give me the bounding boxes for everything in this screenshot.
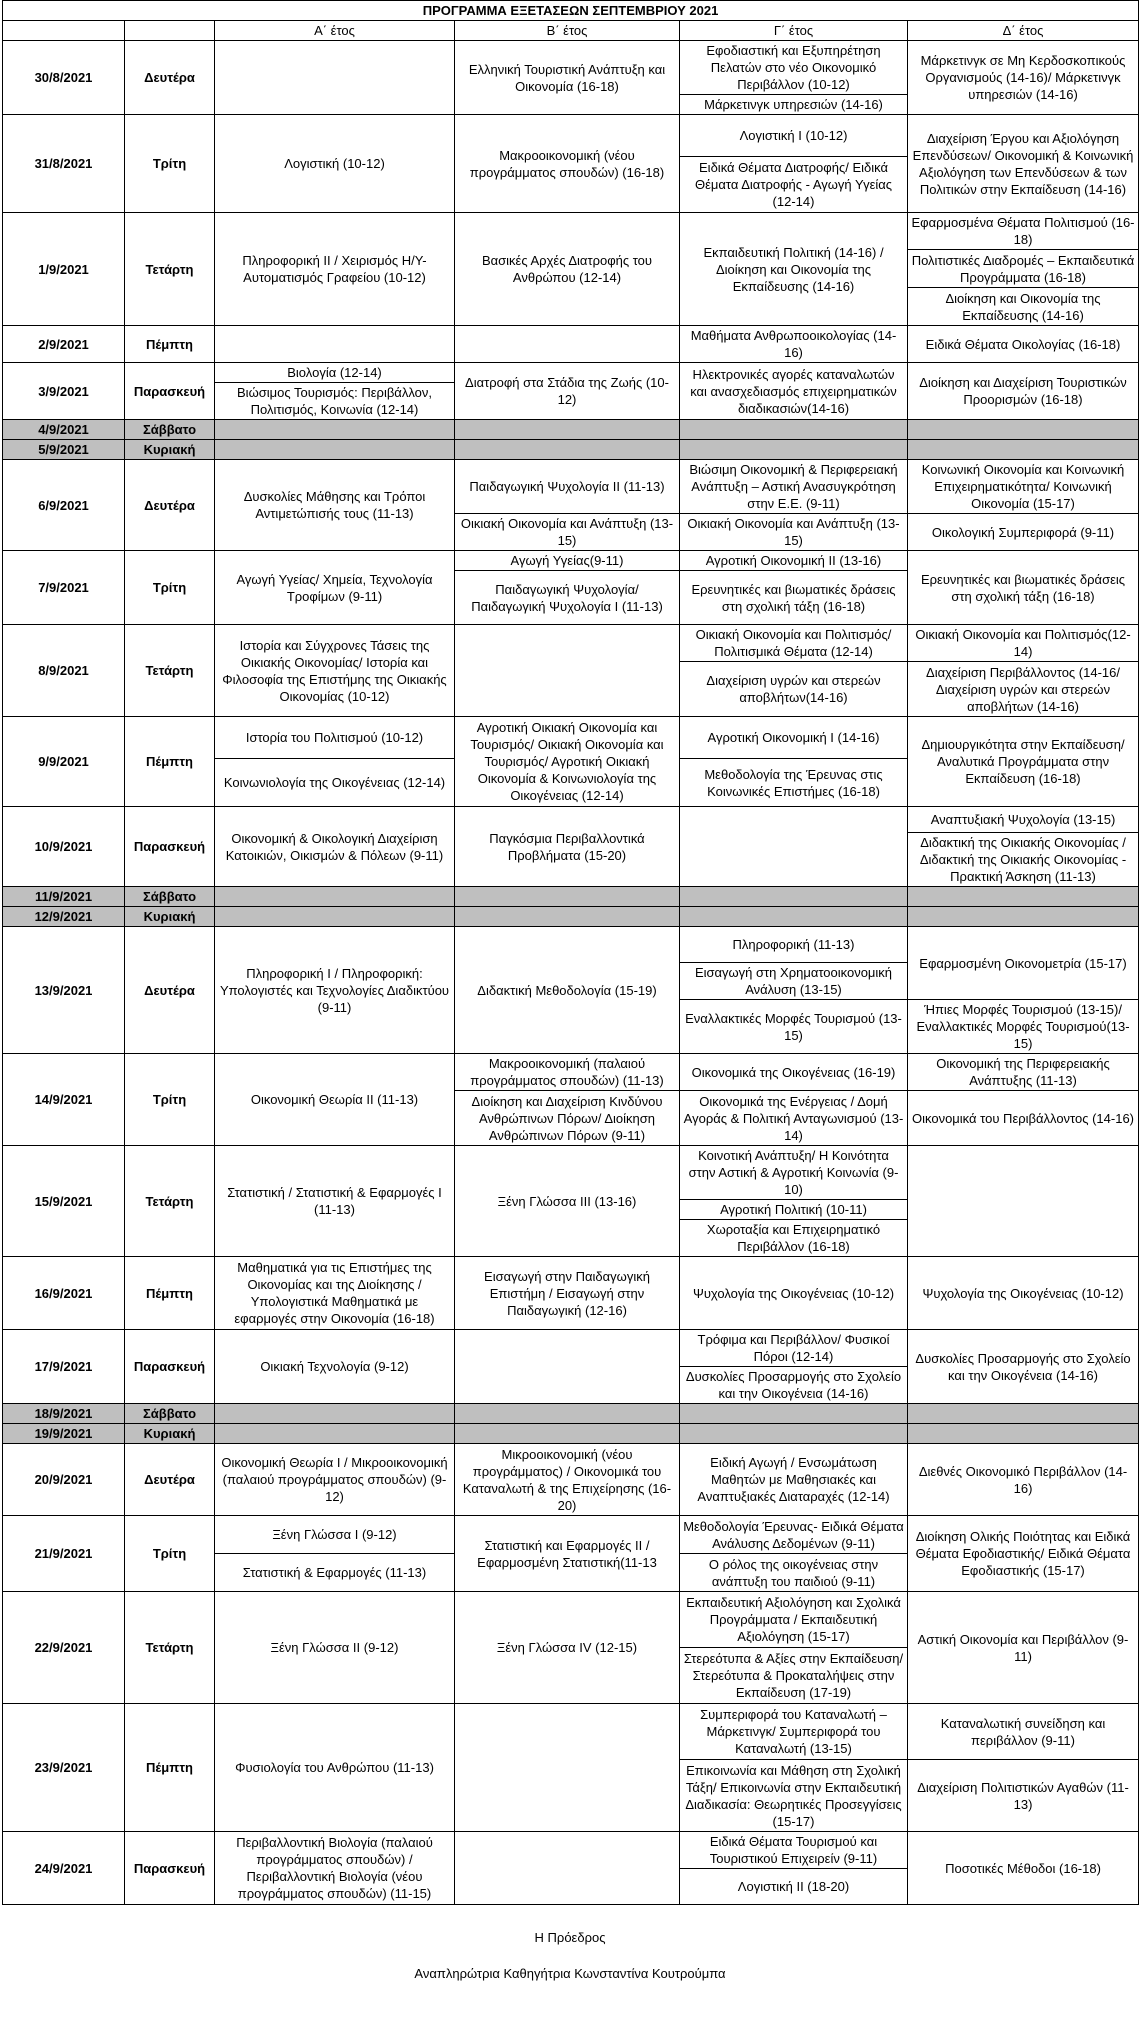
exam-cell-c: Αγροτική Πολιτική (10-11) (680, 1200, 908, 1220)
day-cell: Παρασκευή (125, 363, 215, 420)
exam-cell-a: Περιβαλλοντική Βιολογία (παλαιού προγράμματος σπουδών) /Περιβαλλοντική Βιολογία (νέου προγράμματος σπουδών) (11-15) (215, 1832, 455, 1905)
empty-cell (215, 1404, 455, 1424)
exam-cell-b (455, 1330, 680, 1404)
exam-cell-d: Ήπιες Μορφές Τουρισμού (13-15)/ Εναλλακτικές Μορφές Τουρισμού(13-15) (908, 1000, 1139, 1054)
exam-cell-d: Ποσοτικές Μέθοδοι (16-18) (908, 1832, 1139, 1905)
table-row (3, 551, 1139, 571)
day-cell: Τρίτη (125, 1516, 215, 1592)
day-cell: Παρασκευή (125, 1832, 215, 1905)
exam-cell-d: Διεθνές Οικονομικό Περιβάλλον (14-16) (908, 1444, 1139, 1516)
date-cell: 20/9/2021 (3, 1444, 125, 1516)
exam-cell-c: Εισαγωγή στη Χρηματοοικονομική Ανάλυση (13-15) (680, 963, 908, 1000)
exam-cell-a: Δυσκολίες Μάθησης και Τρόποι Αντιμετώπισής τους (11-13) (215, 460, 455, 551)
exam-cell-a: Ιστορία και Σύγχρονες Τάσεις της Οικιακής Οικονομίας/ Ιστορία και Φιλοσοφία της Επιστήμης της Οικιακής Οικονομίας (10-12) (215, 625, 455, 717)
exam-cell-a: Ξένη Γλώσσα ΙΙ (9-12) (215, 1592, 455, 1704)
day-cell: Κυριακή (125, 907, 215, 927)
exam-cell-c: Εφοδιαστική και Εξυπηρέτηση Πελατών στο νέο Οικονομικό Περιβάλλον (10-12) (680, 41, 908, 95)
exam-cell-b: Διδακτική Μεθοδολογία (15-19) (455, 927, 680, 1054)
day-cell: Σάββατο (125, 1404, 215, 1424)
exam-cell-a: Οικονομική Θεωρία Ι / Μικροοικονομική (παλαιού προγράμματος σπουδών) (9-12) (215, 1444, 455, 1516)
empty-cell (455, 1424, 680, 1444)
exam-cell-d: Ειδικά Θέματα Οικολογίας (16-18) (908, 326, 1139, 363)
header-year-d: Δ΄ έτος (908, 21, 1139, 41)
empty-cell (215, 907, 455, 927)
date-cell: 24/9/2021 (3, 1832, 125, 1905)
exam-cell-d: Διοίκηση Ολικής Ποιότητας και Ειδικά Θέματα Εφοδιαστικής/ Ειδικά Θέματα Εφοδιαστικής (15-17) (908, 1516, 1139, 1592)
day-cell: Πέμπτη (125, 1257, 215, 1330)
exam-cell-c: Οικιακή Οικονομία και Πολιτισμός/ Πολιτισμικά Θέματα (12-14) (680, 625, 908, 662)
table-row (3, 41, 1139, 95)
exam-cell-c (680, 807, 908, 887)
day-cell: Τετάρτη (125, 625, 215, 717)
exam-cell-d: Δημιουργικότητα στην Εκπαίδευση/ Αναλυτικά Προγράμματα στην Εκπαίδευση (16-18) (908, 717, 1139, 807)
exam-cell-c: Μεθοδολογία Έρευνας- Ειδικά Θέματα Ανάλυσης Δεδομένων (9-11) (680, 1516, 908, 1554)
exam-cell-b: Εισαγωγή στην Παιδαγωγική Επιστήμη / Εισαγωγή στην Παιδαγωγική (12-16) (455, 1257, 680, 1330)
table-row (3, 1330, 1139, 1367)
exam-cell-d: Εφαρμοσμένα Θέματα Πολιτισμού (16-18) (908, 213, 1139, 250)
empty-cell (215, 887, 455, 907)
exam-cell-c: Ειδικά Θέματα Διατροφής/ Ειδικά Θέματα Διατροφής - Αγωγή Υγείας (12-14) (680, 157, 908, 213)
exam-cell-d: Διαχείριση Περιβάλλοντος (14-16/ Διαχείριση υγρών και στερεών αποβλήτων (14-16) (908, 662, 1139, 717)
date-cell: 9/9/2021 (3, 717, 125, 807)
exam-cell-d: Ερευνητικές και βιωματικές δράσεις στη σχολική τάξη (16-18) (908, 551, 1139, 625)
day-cell: Τετάρτη (125, 1592, 215, 1704)
empty-cell (455, 1404, 680, 1424)
exam-cell-a (215, 41, 455, 115)
exam-cell-a (215, 326, 455, 363)
day-cell: Κυριακή (125, 440, 215, 460)
day-cell: Πέμπτη (125, 1704, 215, 1832)
table-row (3, 1832, 1139, 1869)
exam-cell-a: Ξένη Γλώσσα Ι (9-12) (215, 1516, 455, 1554)
exam-cell-b: Αγροτική Οικιακή Οικονομία και Τουρισμός/ Οικιακή Οικονομία και Τουρισμός/ Αγροτική Οικιακή Οικονομία & Κοινωνιολογία της Οικογένειας (12-14) (455, 717, 680, 807)
exam-cell-b: Μακροοικονομική (παλαιού προγράμματος σπουδών) (11-13) (455, 1054, 680, 1091)
exam-cell-d: Διδακτική της Οικιακής Οικονομίας / Διδακτική της Οικιακής Οικονομίας - Πρακτική Άσκηση (11-13) (908, 833, 1139, 887)
exam-cell-c: Ερευνητικές και βιωματικές δράσεις στη σχολική τάξη (16-18) (680, 571, 908, 625)
title-row (3, 1, 1139, 21)
day-cell: Παρασκευή (125, 1330, 215, 1404)
date-cell: 17/9/2021 (3, 1330, 125, 1404)
exam-cell-c: Ειδικά Θέματα Τουρισμού και Τουριστικού Επιχειρείν (9-11) (680, 1832, 908, 1869)
empty-cell (908, 887, 1139, 907)
exam-cell-d: Αστική Οικονομία και Περιβάλλον (9-11) (908, 1592, 1139, 1704)
empty-cell (908, 440, 1139, 460)
exam-cell-b: Οικιακή Οικονομία και Ανάπτυξη (13-15) (455, 514, 680, 551)
date-cell: 12/9/2021 (3, 907, 125, 927)
exam-cell-d: Διοίκηση και Διαχείριση Τουριστικών Προορισμών (16-18) (908, 363, 1139, 420)
exam-cell-a: Οικονομική & Οικολογική Διαχείριση Κατοικιών, Οικισμών & Πόλεων (9-11) (215, 807, 455, 887)
date-cell: 6/9/2021 (3, 460, 125, 551)
exam-cell-a: Μαθηματικά για τις Επιστήμες της Οικονομίας και της Διοίκησης / Υπολογιστικά Μαθηματικά με εφαρμογές στην Οικονομία (16-18) (215, 1257, 455, 1330)
day-cell: Δευτέρα (125, 1444, 215, 1516)
table-row (3, 717, 1139, 759)
day-cell: Δευτέρα (125, 927, 215, 1054)
exam-cell-b (455, 1704, 680, 1832)
date-cell: 23/9/2021 (3, 1704, 125, 1832)
empty-cell (680, 1424, 908, 1444)
header-year-a: Α΄ έτος (215, 21, 455, 41)
date-cell: 4/9/2021 (3, 420, 125, 440)
table-row (3, 1257, 1139, 1330)
day-cell: Σάββατο (125, 887, 215, 907)
exam-cell-c: Λογιστική Ι (10-12) (680, 115, 908, 157)
weekend-row (3, 907, 1139, 927)
date-cell: 13/9/2021 (3, 927, 125, 1054)
exam-cell-d: Κοινωνική Οικονομία και Κοινωνική Επιχειρηματικότητα/ Κοινωνική Οικονομία (15-17) (908, 460, 1139, 514)
exam-cell-c: Τρόφιμα και Περιβάλλον/ Φυσικοί Πόροι (12-14) (680, 1330, 908, 1367)
exam-cell-d: Εφαρμοσμένη Οικονομετρία (15-17) (908, 927, 1139, 1000)
day-cell: Πέμπτη (125, 326, 215, 363)
exam-cell-b: Μακροοικονομική (νέου προγράμματος σπουδών) (16-18) (455, 115, 680, 213)
exam-cell-a: Φυσιολογία του Ανθρώπου (11-13) (215, 1704, 455, 1832)
header-year-c: Γ΄ έτος (680, 21, 908, 41)
exam-cell-d: Διαχείριση Έργου και Αξιολόγηση Επενδύσεων/ Οικονομική & Κοινωνική Αξιολόγηση των Επενδύσεων & των Πολιτικών στην Εκπαίδευση (14-16) (908, 115, 1139, 213)
exam-cell-c: Συμπεριφορά του Καταναλωτή – Μάρκετινγκ/ Συμπεριφορά του Καταναλωτή (13-15) (680, 1704, 908, 1760)
date-cell: 1/9/2021 (3, 213, 125, 326)
exam-cell-a: Βιώσιμος Τουρισμός: Περιβάλλον, Πολιτισμός, Κοινωνία (12-14) (215, 383, 455, 420)
exam-cell-b: Παγκόσμια Περιβαλλοντικά Προβλήματα (15-20) (455, 807, 680, 887)
empty-cell (680, 440, 908, 460)
exam-cell-c: Εκπαιδευτική Αξιολόγηση και Σχολικά Προγράμματα / Εκπαιδευτική Αξιολόγηση (15-17) (680, 1592, 908, 1648)
empty-cell (455, 887, 680, 907)
date-cell: 30/8/2021 (3, 41, 125, 115)
table-row (3, 1516, 1139, 1554)
weekend-row (3, 440, 1139, 460)
empty-cell (680, 1404, 908, 1424)
date-cell: 7/9/2021 (3, 551, 125, 625)
table-row (3, 1592, 1139, 1648)
exam-cell-c: Οικονομικά της Οικογένειας (16-19) (680, 1054, 908, 1091)
exam-cell-b: Παιδαγωγική Ψυχολογία/ Παιδαγωγική Ψυχολογία Ι (11-13) (455, 571, 680, 625)
exam-cell-d: Οικονομικά του Περιβάλλοντος (14-16) (908, 1091, 1139, 1146)
empty-cell (680, 887, 908, 907)
exam-cell-b: Διατροφή στα Στάδια της Ζωής (10-12) (455, 363, 680, 420)
empty-cell (215, 420, 455, 440)
date-cell: 10/9/2021 (3, 807, 125, 887)
header-year-b: Β΄ έτος (455, 21, 680, 41)
exam-cell-c: Αγροτική Οικονομική Ι (14-16) (680, 717, 908, 759)
empty-cell (908, 1404, 1139, 1424)
exam-cell-b: Ξένη Γλώσσα ΙΙΙ (13-16) (455, 1146, 680, 1257)
exam-cell-c: Χωροταξία και Επιχειρηματικό Περιβάλλον (16-18) (680, 1220, 908, 1257)
date-cell: 15/9/2021 (3, 1146, 125, 1257)
exam-cell-c: Ειδική Αγωγή / Ενσωμάτωση Μαθητών με Μαθησιακές και Αναπτυξιακές Διαταραχές (12-14) (680, 1444, 908, 1516)
signature-role: Η Πρόεδρος (534, 1930, 606, 1945)
exam-cell-d: Οικολογική Συμπεριφορά (9-11) (908, 514, 1139, 551)
empty-cell (908, 907, 1139, 927)
exam-cell-c: Αγροτική Οικονομική ΙΙ (13-16) (680, 551, 908, 571)
table-row (3, 807, 1139, 833)
signature-name: Αναπληρώτρια Καθηγήτρια Κωνσταντίνα Κουτρούμπα (414, 1966, 726, 1981)
exam-cell-b: Ξένη Γλώσσα IV (12-15) (455, 1592, 680, 1704)
day-cell: Τρίτη (125, 115, 215, 213)
exam-cell-c: Μεθοδολογία της Έρευνας στις Κοινωνικές Επιστήμες (16-18) (680, 759, 908, 807)
day-cell: Τετάρτη (125, 213, 215, 326)
exam-cell-d: Ψυχολογία της Οικογένειας (10-12) (908, 1257, 1139, 1330)
exam-cell-a: Ιστορία του Πολιτισμού (10-12) (215, 717, 455, 759)
exam-cell-a: Οικονομική Θεωρία ΙΙ (11-13) (215, 1054, 455, 1146)
date-cell: 31/8/2021 (3, 115, 125, 213)
day-cell: Δευτέρα (125, 41, 215, 115)
exam-cell-a: Πληροφορική Ι / Πληροφορική: Υπολογιστές και Τεχνολογίες Διαδικτύου (9-11) (215, 927, 455, 1054)
exam-cell-c: Δυσκολίες Προσαρμογής στο Σχολείο και την Οικογένεια (14-16) (680, 1367, 908, 1404)
date-cell: 19/9/2021 (3, 1424, 125, 1444)
exam-cell-c: Πληροφορική (11-13) (680, 927, 908, 963)
exam-cell-d: Δυσκολίες Προσαρμογής στο Σχολείο και την Οικογένεια (14-16) (908, 1330, 1139, 1404)
table-row (3, 326, 1139, 363)
date-cell: 22/9/2021 (3, 1592, 125, 1704)
table-row (3, 1444, 1139, 1516)
empty-cell (908, 420, 1139, 440)
exam-cell-c: Μαθήματα Ανθρωποοικολογίας (14-16) (680, 326, 908, 363)
exam-cell-c: Κοινοτική Ανάπτυξη/ Η Κοινότητα στην Αστική & Αγροτική Κοινωνία (9-10) (680, 1146, 908, 1200)
exam-cell-b: Παιδαγωγική Ψυχολογία ΙΙ (11-13) (455, 460, 680, 514)
exam-cell-b (455, 1832, 680, 1905)
exam-cell-d: Μάρκετινγκ σε Μη Κερδοσκοπικούς Οργανισμούς (14-16)/ Μάρκετινγκ υπηρεσιών (14-16) (908, 41, 1139, 115)
exam-cell-a: Κοινωνιολογία της Οικογένειας (12-14) (215, 759, 455, 807)
exam-cell-a: Στατιστική & Εφαρμογές (11-13) (215, 1554, 455, 1592)
exam-cell-c: Εκπαιδευτική Πολιτική (14-16) /Διοίκηση και Οικονομία της Εκπαίδευσης (14-16) (680, 213, 908, 326)
weekend-row (3, 1404, 1139, 1424)
exam-cell-c: Οικιακή Οικονομία και Ανάπτυξη (13-15) (680, 514, 908, 551)
date-cell: 18/9/2021 (3, 1404, 125, 1424)
exam-cell-c: Στερεότυπα & Αξίες στην Εκπαίδευση/ Στερεότυπα & Προκαταλήψεις στην Εκπαίδευση (17-19) (680, 1648, 908, 1704)
table-row (3, 460, 1139, 514)
exam-cell-a: Πληροφορική ΙΙ / Χειρισμός Η/Υ-Αυτοματισμός Γραφείου (10-12) (215, 213, 455, 326)
exam-cell-d: Καταναλωτική συνείδηση και περιβάλλον (9-11) (908, 1704, 1139, 1760)
exam-cell-b: Βασικές Αρχές Διατροφής του Ανθρώπου (12-14) (455, 213, 680, 326)
date-cell: 2/9/2021 (3, 326, 125, 363)
exam-cell-d: Διαχείριση Πολιτιστικών Αγαθών (11-13) (908, 1760, 1139, 1832)
exam-cell-c: Λογιστική ΙΙ (18-20) (680, 1869, 908, 1905)
table-row (3, 363, 1139, 383)
exam-cell-a: Βιολογία (12-14) (215, 363, 455, 383)
schedule-title: ΠΡΟΓΡΑΜΜΑ ΕΞΕΤΑΣΕΩΝ ΣΕΠΤΕΜΒΡΙΟΥ 2021 (3, 1, 1139, 21)
day-cell: Δευτέρα (125, 460, 215, 551)
table-row (3, 1704, 1139, 1760)
empty-cell (680, 907, 908, 927)
date-cell: 21/9/2021 (3, 1516, 125, 1592)
empty-cell (455, 440, 680, 460)
exam-cell-b (455, 625, 680, 717)
exam-cell-d: Οικονομική της Περιφερειακής Ανάπτυξης (11-13) (908, 1054, 1139, 1091)
exam-cell-d: Οικιακή Οικονομία και Πολιτισμός(12-14) (908, 625, 1139, 662)
exam-cell-d: Αναπτυξιακή Ψυχολογία (13-15) (908, 807, 1139, 833)
exam-cell-d: Πολιτιστικές Διαδρομές – Εκπαιδευτικά Προγράμματα (16-18) (908, 250, 1139, 288)
weekend-row (3, 1424, 1139, 1444)
table-row (3, 1054, 1139, 1091)
empty-cell (908, 1424, 1139, 1444)
empty-cell (455, 907, 680, 927)
exam-cell-d: Διοίκηση και Οικονομία της Εκπαίδευσης (14-16) (908, 288, 1139, 326)
header-row (3, 21, 1139, 41)
date-cell: 5/9/2021 (3, 440, 125, 460)
exam-cell-b: Στατιστική και Εφαρμογές ΙΙ / Εφαρμοσμένη Στατιστική(11-13 (455, 1516, 680, 1592)
date-cell: 11/9/2021 (3, 887, 125, 907)
exam-cell-d (908, 1146, 1139, 1257)
weekend-row (3, 887, 1139, 907)
exam-cell-b (455, 326, 680, 363)
exam-cell-c: Οικονομικά της Ενέργειας / Δομή Αγοράς & Πολιτική Ανταγωνισμού (13-14) (680, 1091, 908, 1146)
day-cell: Παρασκευή (125, 807, 215, 887)
exam-cell-b: Μικροοικονομική (νέου προγράμματος) / Οικονομικά του Καταναλωτή & της Επιχείρησης (16-20) (455, 1444, 680, 1516)
date-cell: 16/9/2021 (3, 1257, 125, 1330)
exam-cell-c: Ο ρόλος της οικογένειας στην ανάπτυξη του παιδιού (9-11) (680, 1554, 908, 1592)
exam-cell-c: Διαχείριση υγρών και στερεών αποβλήτων(14-16) (680, 662, 908, 717)
exam-cell-c: Ηλεκτρονικές αγορές καταναλωτών και ανασχεδιασμός επιχειρηματικών διαδικασιών(14-16) (680, 363, 908, 420)
exam-cell-a: Στατιστική / Στατιστική & Εφαρμογές Ι (11-13) (215, 1146, 455, 1257)
date-cell: 8/9/2021 (3, 625, 125, 717)
exam-cell-c: Βιώσιμη Οικονομική & Περιφερειακή Ανάπτυξη – Αστική Ανασυγκρότηση στην Ε.Ε. (9-11) (680, 460, 908, 514)
weekend-row (3, 420, 1139, 440)
table-row (3, 1146, 1139, 1200)
empty-cell (680, 420, 908, 440)
exam-cell-b: Αγωγή Υγείας(9-11) (455, 551, 680, 571)
exam-cell-a: Λογιστική (10-12) (215, 115, 455, 213)
table-row (3, 625, 1139, 662)
empty-cell (455, 420, 680, 440)
date-cell: 14/9/2021 (3, 1054, 125, 1146)
day-cell: Τρίτη (125, 1054, 215, 1146)
exam-cell-c: Εναλλακτικές Μορφές Τουρισμού (13-15) (680, 1000, 908, 1054)
exam-cell-c: Επικοινωνία και Μάθηση στη Σχολική Τάξη/ Επικοινωνία στην Εκπαιδευτική Διαδικασία: Θεωρητικές Προσεγγίσεις (15-17) (680, 1760, 908, 1832)
table-row (3, 213, 1139, 250)
exam-schedule-table (2, 0, 1139, 1905)
day-cell: Πέμπτη (125, 717, 215, 807)
empty-cell (215, 440, 455, 460)
exam-cell-c: Ψυχολογία της Οικογένειας (10-12) (680, 1257, 908, 1330)
empty-cell (215, 1424, 455, 1444)
exam-cell-a: Αγωγή Υγείας/ Χημεία, Τεχνολογία Τροφίμων (9-11) (215, 551, 455, 625)
table-row (3, 115, 1139, 157)
table-row (3, 927, 1139, 963)
exam-cell-a: Οικιακή Τεχνολογία (9-12) (215, 1330, 455, 1404)
exam-cell-b: Διοίκηση και Διαχείριση Κινδύνου Ανθρώπινων Πόρων/ Διοίκηση Ανθρώπινων Πόρων (9-11) (455, 1091, 680, 1146)
exam-cell-b: Ελληνική Τουριστική Ανάπτυξη και Οικονομία (16-18) (455, 41, 680, 115)
day-cell: Κυριακή (125, 1424, 215, 1444)
day-cell: Τετάρτη (125, 1146, 215, 1257)
header-empty-day (125, 21, 215, 41)
exam-cell-c: Μάρκετινγκ υπηρεσιών (14-16) (680, 95, 908, 115)
date-cell: 3/9/2021 (3, 363, 125, 420)
day-cell: Σάββατο (125, 420, 215, 440)
day-cell: Τρίτη (125, 551, 215, 625)
header-empty-date (3, 21, 125, 41)
